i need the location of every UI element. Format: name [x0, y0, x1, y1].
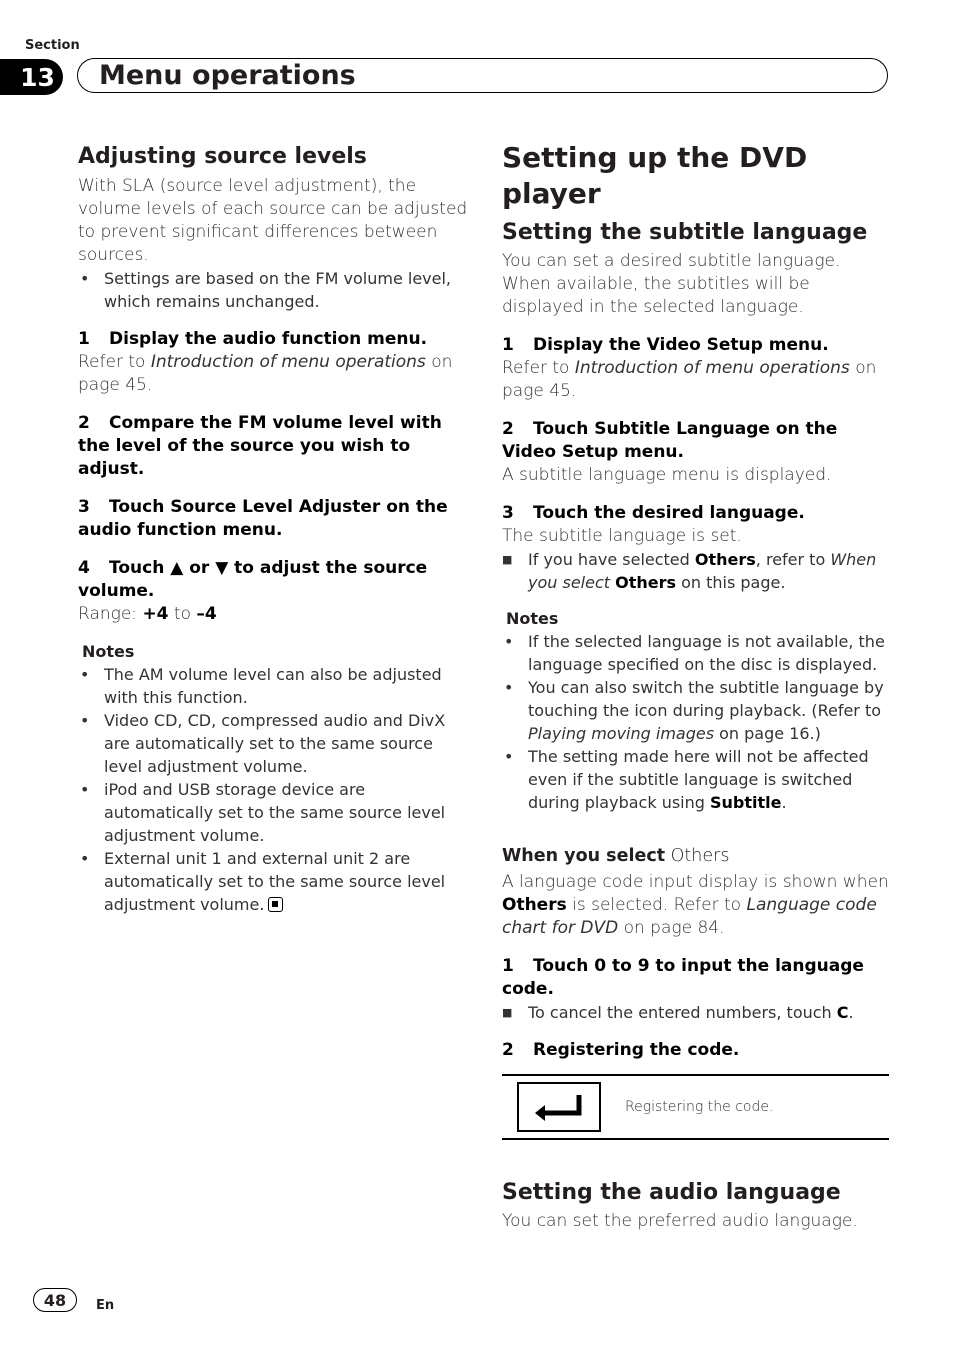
- list-item: • Video CD, CD, compressed audio and DivX are automatically set to the same source level adjustment volume.: [78, 709, 468, 778]
- right-column: [502, 140, 889, 1233]
- heading-subtitle-language: Setting the subtitle language: [502, 220, 868, 245]
- key-table: [502, 1074, 889, 1140]
- page-language: En: [96, 1298, 115, 1313]
- link-introduction-menu-operations[interactable]: Introduction of menu operations: [150, 352, 426, 372]
- notes-title: Notes: [82, 642, 135, 661]
- enter-key-icon[interactable]: [517, 1082, 601, 1132]
- subtitle-step-3-body: The subtitle language is set.: [502, 526, 742, 546]
- list-item: • External unit 1 and external unit 2 are automatically set to the same source level adjustment volume.: [78, 847, 468, 916]
- section-number: 13: [0, 59, 63, 95]
- subtitle-step-1: 1 Display the Video Setup menu.: [502, 335, 829, 355]
- link-introduction-menu-operations[interactable]: Introduction of menu operations: [574, 358, 850, 378]
- heading-setting-up-dvd-player: Setting up the DVD player: [502, 141, 808, 210]
- audio-intro: You can set the preferred audio language.: [502, 1211, 858, 1231]
- link-language-code-chart[interactable]: Language code chart for DVD: [502, 895, 877, 938]
- step-2: 2 Compare the FM volume level with the level of the source you wish to adjust.: [78, 413, 442, 479]
- subtitle-intro: You can set a desired subtitle language. When available, the subtitles will be displayed in the selected language.: [502, 251, 841, 317]
- left-column: [78, 140, 468, 916]
- others-step-2: 2 Registering the code.: [502, 1040, 740, 1060]
- section-label: Section: [25, 38, 80, 53]
- step-1-ref: Refer to Introduction of menu operations on page 45.: [78, 352, 453, 395]
- subtitle-step-2: 2 Touch Subtitle Language on the Video Setup menu.: [502, 419, 838, 462]
- list-item: • The setting made here will not be affected even if the subtitle language is switched during playback using Subtitle.: [502, 745, 889, 814]
- heading-audio-language: Setting the audio language: [502, 1180, 841, 1205]
- end-mark-icon: [268, 897, 283, 912]
- section-title: Menu operations: [99, 60, 356, 91]
- step-4: 4 Touch ▲ or ▼ to adjust the source volume.: [78, 558, 428, 601]
- subtitle-step-3-note: ■ If you have selected Others, refer to When you select Others on this page.: [502, 548, 889, 594]
- subtitle-step-2-body: A subtitle language menu is displayed.: [502, 465, 832, 485]
- subtitle-step-3: 3 Touch the desired language.: [502, 503, 805, 523]
- list-item: • If the selected language is not available, the language specified on the disc is displayed.: [502, 630, 889, 676]
- others-body: A language code input display is shown when Others is selected. Refer to Language code chart for DVD on page 84.: [502, 872, 889, 938]
- range-text: Range: +4 to –4: [78, 604, 217, 624]
- others-step-1-note: ■ To cancel the entered numbers, touch C.: [502, 1001, 889, 1024]
- heading-adjusting-source-levels: Adjusting source levels: [78, 144, 367, 169]
- heading-when-you-select-others: When you select Others: [502, 846, 730, 866]
- list-item: • The AM volume level can also be adjusted with this function.: [78, 663, 468, 709]
- notes-title: Notes: [506, 609, 559, 628]
- key-description: Registering the code.: [625, 1099, 774, 1115]
- step-1: 1 Display the audio function menu.: [78, 329, 428, 349]
- others-step-1: 1 Touch 0 to 9 to input the language code.: [502, 956, 864, 999]
- sla-intro: With SLA (source level adjustment), the volume levels of each source can be adjusted to prevent significant differences between sources.: [78, 176, 468, 265]
- step-3: 3 Touch Source Level Adjuster on the audio function menu.: [78, 497, 448, 540]
- list-item: • You can also switch the subtitle language by touching the icon during playback. (Refer to Playing moving images on page 16.): [502, 676, 889, 745]
- link-playing-moving-images[interactable]: Playing moving images: [528, 724, 715, 743]
- page-number: 48: [33, 1288, 77, 1312]
- list-item: • iPod and USB storage device are automatically set to the same source level adjustment volume.: [78, 778, 468, 847]
- list-item: • Settings are based on the FM volume level, which remains unchanged.: [78, 267, 468, 313]
- subtitle-step-1-ref: Refer to Introduction of menu operations on page 45.: [502, 358, 877, 401]
- link-when-you-select-others[interactable]: When you select Others: [528, 550, 877, 592]
